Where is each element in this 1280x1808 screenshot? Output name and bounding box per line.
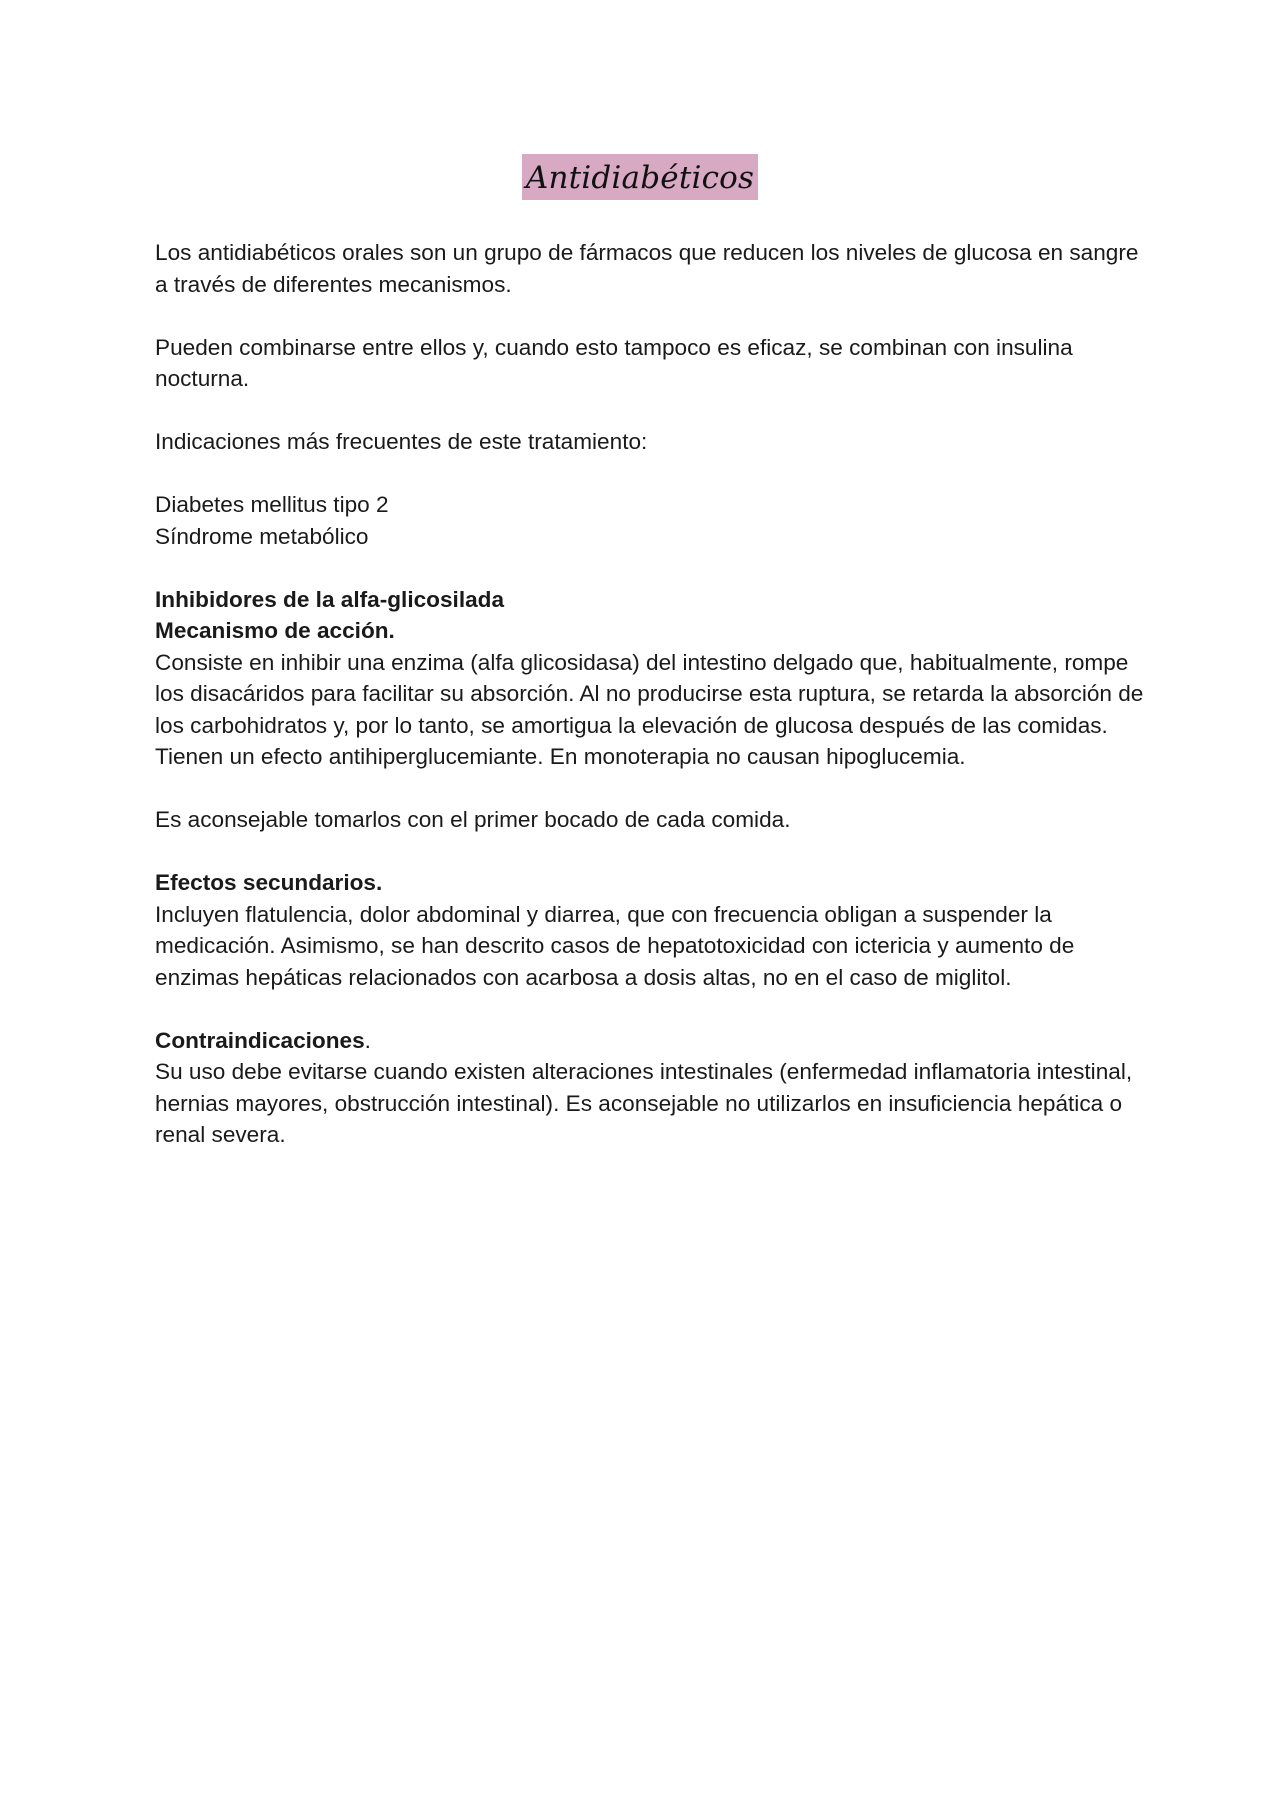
indications-intro: Indicaciones más frecuentes de este tratamiento: xyxy=(155,429,648,454)
paragraph-spacer xyxy=(155,300,1145,332)
title-container xyxy=(0,154,1280,200)
contraindications-text: Su uso debe evitarse cuando existen alteraciones intestinales (enfermedad inflamatoria intestinal, hernias mayores, obstrucción intestinal). Es aconsejable no utilizarlos en insuficiencia hepática o renal severa. xyxy=(155,1059,1133,1147)
paragraph-spacer xyxy=(155,836,1145,868)
advice-text: Es aconsejable tomarlos con el primer bocado de cada comida. xyxy=(155,807,791,832)
side-effects-heading: Efectos secundarios. xyxy=(155,870,383,895)
paragraph-spacer xyxy=(155,552,1145,584)
paragraph-spacer xyxy=(155,993,1145,1025)
intro-paragraph: Los antidiabéticos orales son un grupo de fármacos que reducen los niveles de glucosa en sangre a través de diferentes mecanismos. xyxy=(155,240,1139,297)
contraindications-heading: Contraindicaciones xyxy=(155,1027,365,1053)
mechanism-heading: Mecanismo de acción. xyxy=(155,618,395,643)
combination-paragraph: Pueden combinarse entre ellos y, cuando esto tampoco es eficaz, se combinan con insulina nocturna. xyxy=(155,334,1073,391)
paragraph-spacer xyxy=(155,458,1145,490)
contraindications-period: . xyxy=(364,1027,371,1053)
side-effects-text: Incluyen flatulencia, dolor abdominal y diarrea, que con frecuencia obligan a suspender la medicación. Asimismo, se han descrito casos de hepatotoxicidad con ictericia y aumento de enzimas hepáticas relacionados con acarbosa a dosis altas, no en el caso de miglitol. xyxy=(155,901,1075,990)
indication-item: Diabetes mellitus tipo 2 xyxy=(155,492,389,517)
mechanism-text: Consiste en inhibir una enzima (alfa glicosidasa) del intestino delgado que, habitualmente, rompe los disacáridos para facilitar su absorción. Al no producirse esta ruptura, se retarda la absorción de los carbohidratos y, por lo tanto, se amortigua la elevación de glucosa después de las comidas. Tienen un efecto antihiperglucemiante. En monoterapia no causan hipoglucemia. xyxy=(155,649,1144,769)
document-title: Antidiabéticos xyxy=(522,154,758,200)
paragraph-spacer xyxy=(155,773,1145,805)
section-heading: Inhibidores de la alfa-glicosilada xyxy=(155,586,505,612)
document-body xyxy=(155,237,1145,1151)
contraindications-heading-line xyxy=(155,1025,1145,1057)
indication-item: Síndrome metabólico xyxy=(155,523,369,549)
paragraph-spacer xyxy=(155,395,1145,427)
